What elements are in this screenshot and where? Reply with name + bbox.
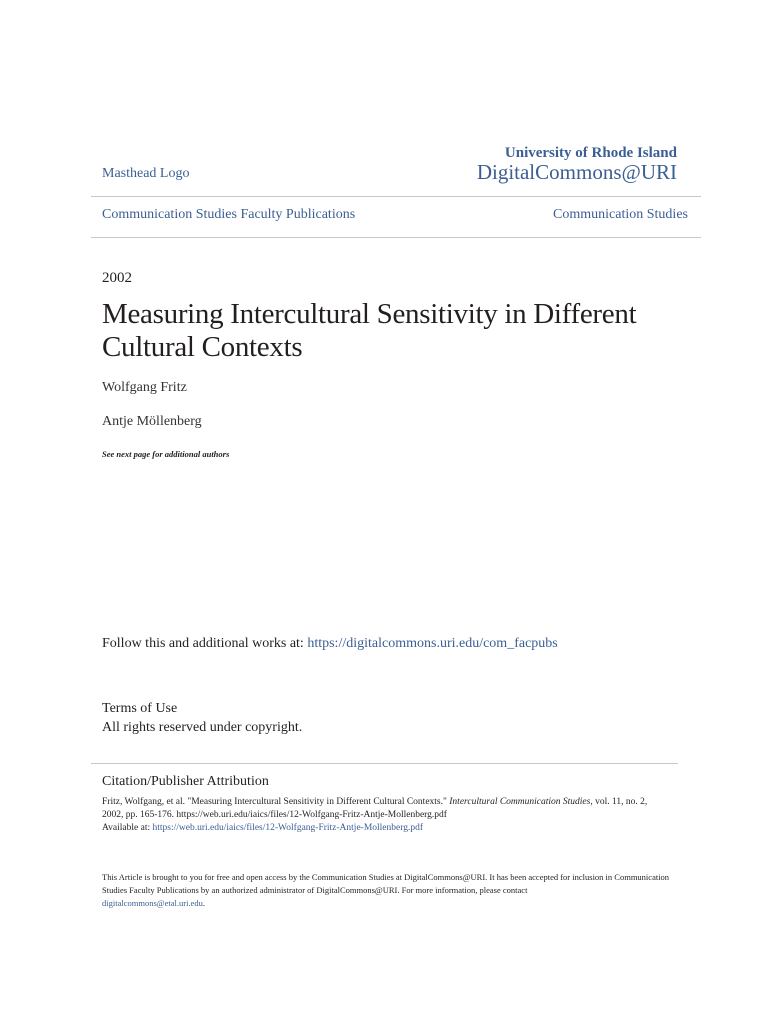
footer-text: This Article is brought to you for free and open access by the Communication Studies at DigitalCommons@URI. It has been accepted for inclusion in Communication Studies Faculty Publications by an authorized administrator of DigitalCommons@URI. For more information, please contact	[102, 872, 670, 895]
citation-divider	[91, 763, 678, 764]
author-name: Wolfgang Fritz	[102, 380, 187, 395]
terms-heading: Terms of Use	[102, 701, 178, 716]
citation-text-tail: , vol. 11, no. 2, 2002, pp. 165-176. https://web.uri.edu/iaics/files/12-Wolfgang-Fritz-Antje-Mollenberg.pdf	[102, 797, 648, 820]
header-divider-top	[91, 196, 701, 197]
collection-link[interactable]: Communication Studies Faculty Publications	[102, 207, 356, 222]
available-label: Available at:	[102, 823, 153, 833]
follow-label: Follow this and additional works at:	[102, 636, 308, 651]
follow-link[interactable]: https://digitalcommons.uri.edu/com_facpubs	[307, 636, 558, 651]
footer-note	[102, 871, 677, 910]
citation-heading: Citation/Publisher Attribution	[102, 774, 269, 789]
publication-year: 2002	[102, 270, 132, 286]
author-name: Antje Möllenberg	[102, 414, 202, 429]
contact-email-link[interactable]: digitalcommons@etal.uri.edu	[102, 898, 203, 908]
available-link[interactable]: https://web.uri.edu/iaics/files/12-Wolfgang-Fritz-Antje-Mollenberg.pdf	[152, 823, 424, 833]
department-link[interactable]: Communication Studies	[553, 207, 688, 222]
citation-body	[102, 796, 670, 835]
header-divider-bottom	[91, 237, 701, 238]
follow-line	[102, 636, 558, 652]
article-title: Measuring Intercultural Sensitivity in Different Cultural Contexts	[102, 298, 637, 363]
repository-name[interactable]: DigitalCommons@URI	[476, 160, 677, 184]
university-name[interactable]: University of Rhode Island	[504, 145, 677, 161]
citation-text: Fritz, Wolfgang, et al. "Measuring Intercultural Sensitivity in Different Cultural Contexts."	[102, 797, 450, 807]
footer-end: .	[202, 898, 205, 908]
journal-name: Intercultural Communication Studies	[449, 797, 591, 807]
additional-authors-note: See next page for additional authors	[102, 449, 230, 459]
masthead-logo-link[interactable]: Masthead Logo	[102, 166, 190, 181]
terms-text: All rights reserved under copyright.	[102, 720, 303, 735]
